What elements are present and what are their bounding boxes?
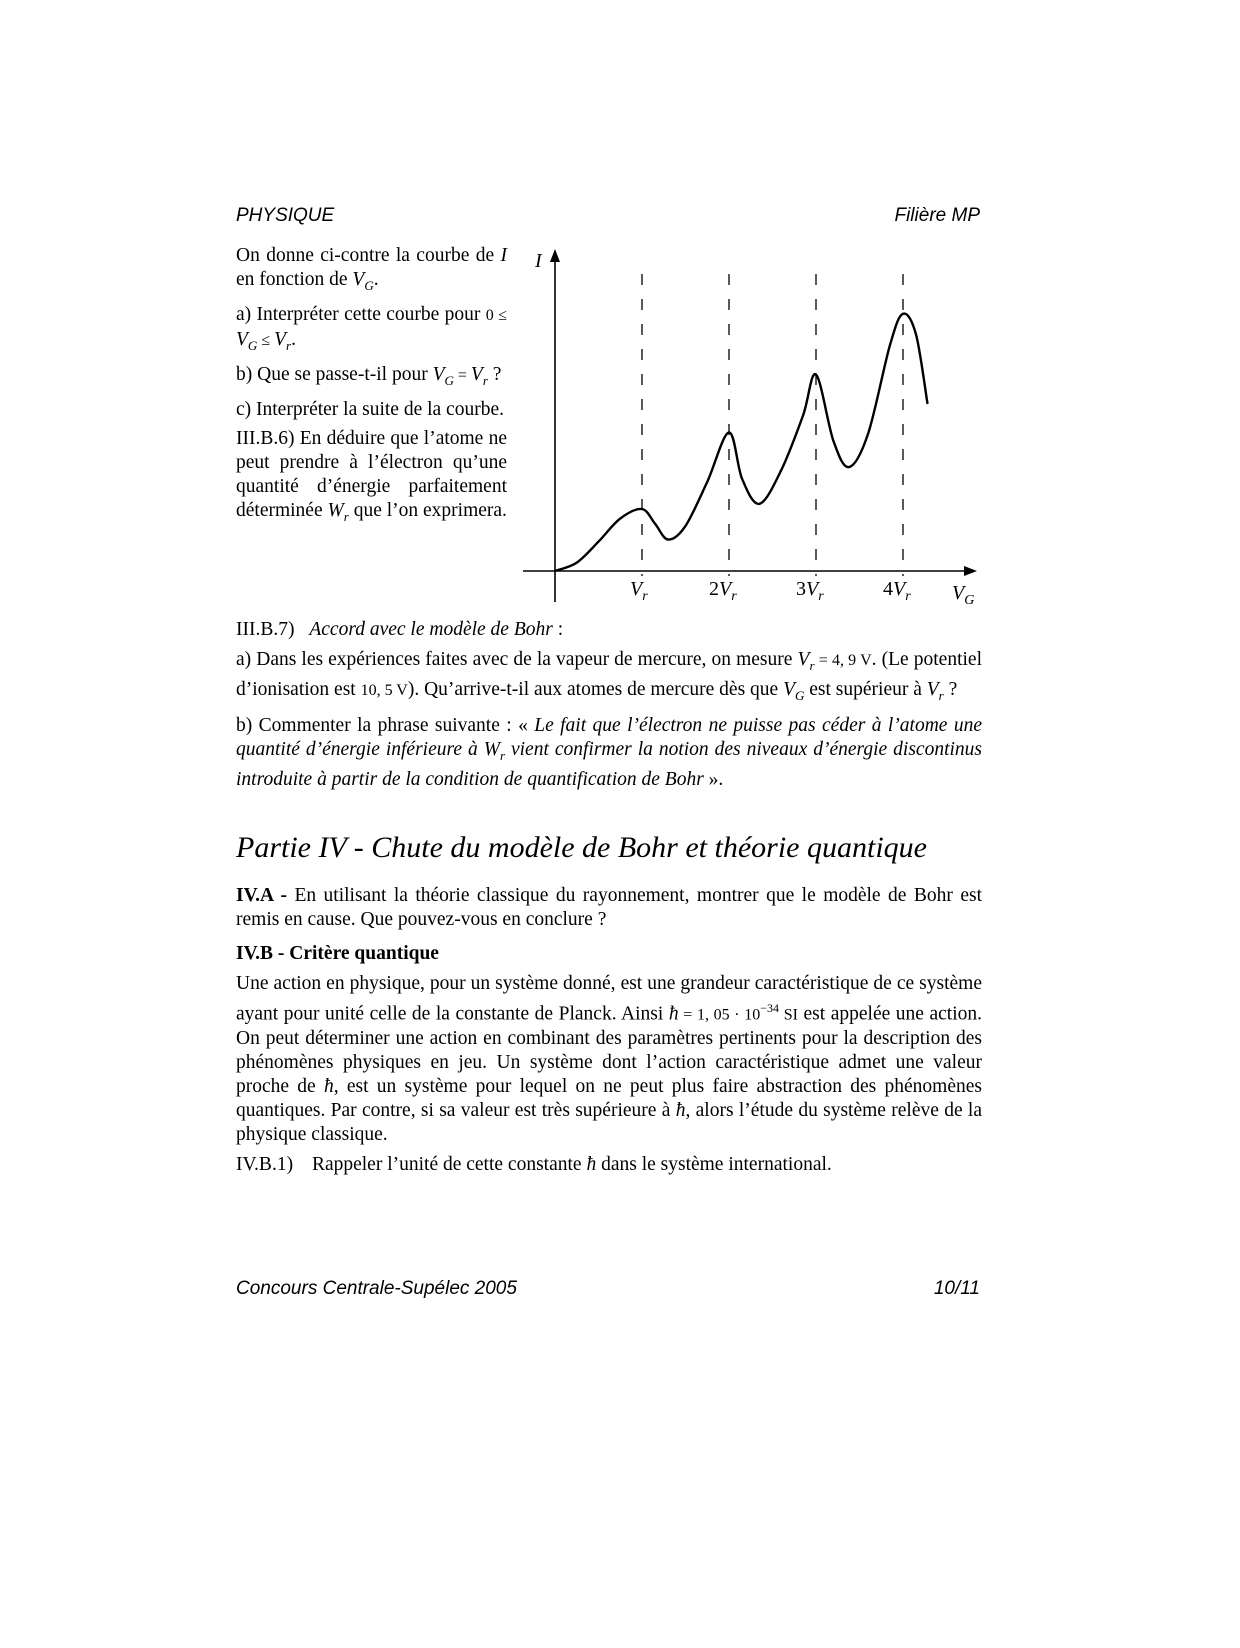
symbol-V: V <box>236 328 248 350</box>
mercury-text-4: est supérieur à <box>809 678 922 700</box>
mercury-text-2: . (Le potentiel d’ionisation est <box>236 649 983 700</box>
subscript-r: r <box>343 508 349 524</box>
symbol-V: V <box>783 678 795 700</box>
subscript-r: r <box>809 657 815 673</box>
section-III-B-7 <box>236 618 982 642</box>
footer-contest: Concours Centrale-Supélec 2005 <box>236 1278 517 1299</box>
header-track: Filière MP <box>894 205 980 226</box>
question-end: dans le système international. <box>601 1154 832 1176</box>
subscript-r: r <box>286 337 292 353</box>
x-tick-label-3: $3V_r$ <box>796 578 824 604</box>
question-IV-B-1 <box>236 1153 982 1177</box>
section-title: Accord avec le modèle de Bohr <box>309 619 553 640</box>
question-b <box>236 363 507 393</box>
exponent: −34 <box>760 1000 780 1015</box>
formula-eq: = <box>453 366 471 384</box>
section-IV-A-text: En utilisant la théorie classique du rayonnement, montrer que le modèle de Bohr est remis en cause. Que pouvez-vous en conclure ? <box>236 884 982 930</box>
intro-text: On donne ci-contre la courbe de <box>236 245 495 266</box>
question-text: Rappeler l’unité de cette constante <box>311 1154 582 1176</box>
x-axis-label-subscript: G <box>964 593 975 608</box>
section-label: III.B.7) <box>236 619 295 640</box>
question-III-B-6 <box>236 427 507 529</box>
question-label: IV.B.1) <box>236 1154 294 1176</box>
value-ionisation: 10, 5 V <box>360 681 408 699</box>
symbol-hbar: ħ <box>668 1003 679 1025</box>
symbol-V: V <box>274 328 287 350</box>
question-6-text: III.B.6) En déduire que l’atome ne peut prendre à l’électron qu’une quantité d’énergie parfaitement déterminée <box>236 427 507 521</box>
symbol-V: V <box>470 363 483 385</box>
ivb-text-1: Une action en physique, pour un système donné, est une grandeur caractéristique de ce système ayant pour unité celle de la constante de Planck. Ainsi <box>236 972 982 1025</box>
y-axis-arrow <box>550 249 560 262</box>
ivb-text-4: , alors l’étude du système relève de la physique classique. <box>236 1100 982 1146</box>
symbol-hbar: ħ <box>586 1154 597 1176</box>
chart-tick-labels <box>630 578 911 604</box>
section-IV-B-text <box>236 972 982 1148</box>
symbol-V: V <box>432 363 445 385</box>
intro-end: . <box>373 269 379 290</box>
x-tick-label-2: $2V_r$ <box>709 578 737 604</box>
subscript-r: r <box>482 372 488 388</box>
question-c: c) Interpréter la suite de la courbe. <box>236 398 504 420</box>
symbol-V: V <box>352 269 365 290</box>
question-a-end: . <box>291 328 296 350</box>
unit-SI: SI <box>779 1006 798 1024</box>
header-subject: PHYSIQUE <box>236 205 335 226</box>
intro-text-2: en fonction de <box>236 269 348 290</box>
quote-part-2: vient confirmer la notion des niveaux d’énergie discontinus introduite à partir de la condition de quantification de Bohr <box>236 738 983 790</box>
x-axis-label <box>952 582 974 608</box>
left-column <box>236 244 507 529</box>
footer-page-number: 10/11 <box>933 1278 980 1299</box>
value-Vr: 4, 9 V <box>831 652 872 669</box>
formula-le: ≤ <box>257 331 275 349</box>
question-a-text: a) Interpréter cette courbe pour <box>236 303 481 325</box>
ivb-text-3: , est un système pour lequel on ne peut plus faire abstraction des phénomènes quantiques. Par contre, si sa valeur est très supérieure à <box>236 1076 983 1122</box>
question-b-end: ? <box>487 363 502 385</box>
main-body <box>236 618 982 1177</box>
formula-zero: 0 ≤ <box>485 306 507 324</box>
current-voltage-chart <box>515 240 985 610</box>
mercury-text-3: ). Qu’arrive-t-il aux atomes de mercure dès que <box>407 678 779 700</box>
mercury-text: a) Dans les expériences faites avec de la vapeur de mercure, on mesure <box>236 649 793 670</box>
symbol-V: V <box>926 678 939 700</box>
formula-eq: = <box>678 1006 697 1024</box>
quote-part-1: Le fait que l’électron ne puisse pas céder à l’atome une quantité d’énergie inférieure à <box>236 714 982 760</box>
subscript-G: G <box>444 372 454 388</box>
question-6-end: que l’on exprimera. <box>353 499 507 521</box>
ivb-text-2: est appelée une action. On peut déterminer une action en combinant des paramètres pertinents pour la description des phénomènes physiques en jeu. Un système dont l’action caractéristique admet une valeur proche de <box>236 1003 983 1098</box>
symbol-V: V <box>797 649 810 670</box>
quote-end: ». <box>703 768 724 790</box>
section-colon: : <box>552 619 564 640</box>
x-tick-label-4: $4V_r$ <box>883 578 911 604</box>
subscript-G: G <box>247 337 258 353</box>
formula-eq: = <box>814 652 832 669</box>
subscript-G: G <box>364 277 374 293</box>
intro-paragraph <box>236 244 507 298</box>
symbol-hbar: ħ <box>675 1100 686 1122</box>
x-tick-label-1: $V_r$ <box>630 578 648 604</box>
comment-text: b) Commenter la phrase suivante : « <box>236 714 528 736</box>
x-axis-arrow <box>964 566 977 576</box>
subscript-r: r <box>938 687 944 703</box>
question-b-text: b) Que se passe-t-il pour <box>236 363 428 385</box>
question-a <box>236 303 507 358</box>
question-a-mercury <box>236 648 982 708</box>
section-IV-A-label: IV.A - <box>236 884 287 906</box>
subscript-G: G <box>794 687 805 703</box>
x-axis-label-symbol: V <box>952 582 965 604</box>
symbol-I: I <box>500 245 508 266</box>
symbol-hbar: ħ <box>323 1076 334 1098</box>
question-b-comment <box>236 714 982 792</box>
symbol-W: W <box>327 499 344 521</box>
value-planck: 1, 05 · 10 <box>696 1006 761 1024</box>
symbol-W: W <box>483 738 500 760</box>
subscript-r: r <box>499 747 506 763</box>
section-IV-A <box>236 884 982 932</box>
y-axis-label: I <box>535 250 542 272</box>
mercury-end: ? <box>943 678 958 700</box>
section-IV-B-title: IV.B - Critère quantique <box>236 942 439 964</box>
series-line-I-vs-VG <box>555 314 927 571</box>
part-IV-title: Partie IV - Chute du modèle de Bohr et théorie quantique <box>236 830 927 864</box>
